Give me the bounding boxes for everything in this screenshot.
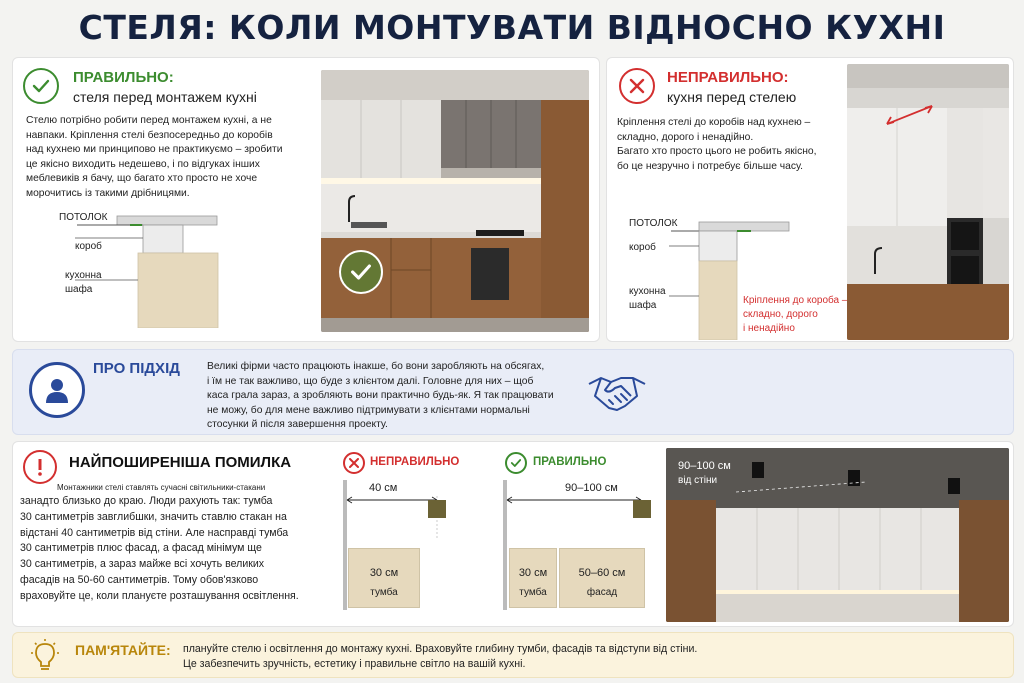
- mistake-text-first: Монтажники стелі ставлять сучасні світильники-стакани: [57, 483, 266, 492]
- diagram-ceiling-label: ПОТОЛОК: [629, 218, 678, 229]
- diagram-box-label: короб: [75, 241, 102, 252]
- lightbulb-icon: [27, 638, 63, 679]
- mistake-heading: НАЙПОШИРЕНІША ПОМИЛКА: [69, 454, 292, 471]
- handshake-icon: [587, 366, 647, 419]
- user-icon: [29, 362, 85, 418]
- correct-text: Стелю потрібно робити перед монтажем кухні, а не навпаки. Кріплення стелі безпосередньо до коробів над кухнею ми принципово не практикуємо – зробити це якісно виходить недешево, і по відгуках інших меблевиків я бачу, що багато хто просто не хоче морочитись із такими дрібницями.: [26, 115, 283, 199]
- right-facade-size: 50–60 см: [578, 567, 626, 579]
- diagram-cabinet-label-2: шафа: [629, 300, 657, 311]
- diagram-box-label: короб: [629, 242, 656, 253]
- check-badge-icon: [339, 250, 383, 294]
- remember-heading: ПАМ'ЯТАЙТЕ:: [75, 642, 171, 658]
- remember-panel: [12, 632, 1014, 678]
- mistake-right-label: ПРАВИЛЬНО: [533, 456, 607, 468]
- wrong-tumba: [348, 548, 420, 608]
- exclamation-circle-icon: [23, 450, 57, 484]
- kitchen-photo-wrong: [847, 64, 1009, 340]
- kitchen-lights-photo: [666, 448, 1009, 622]
- cross-circle-icon: [619, 68, 655, 104]
- mistake-wrong-label: НЕПРАВИЛЬНО: [370, 456, 460, 468]
- correct-heading: ПРАВИЛЬНО:: [73, 69, 174, 86]
- correct-subheading: стеля перед монтажем кухні: [73, 89, 257, 105]
- approach-text: Великі фірми часто працюють інакше, бо вони заробляють на обсягах, і їм не так важливо, що буде з клієнтом далі. Головне для них – щоб каса грала зараз, а зробляють вони практично будь-як. Я так працювати не можу, бо для мене важливо підтримувати з клієнтами нормальні стосунки й після завершення проекту.: [207, 361, 554, 431]
- diagram-cabinet-label-1: кухонна: [65, 270, 102, 281]
- correct-diagram: [25, 208, 225, 328]
- wrong-text: Кріплення стелі до коробів над кухнею – складно, дорого і ненадійно. Багато хто просто цього не робить якісно, бо це незручно і потребує більше часу.: [617, 117, 817, 172]
- wrong-tumba-label: тумба: [370, 587, 398, 598]
- mistake-text: занадто близько до краю. Люди рахують так: тумба 30 сантиметрів завглибшки, значить ставлю стакан на відстані 40 сантиметрів від стіни. Але насправді тумба 30 сантиметрів плюс фасад, а фасад мінімум ще 30 сантиметрів, а зараз майже всі хочуть великих фасадів на 50-60 сантиметрів. Тому обов'язково враховуйте це, коли плануєте розташування освітлення.: [20, 495, 299, 602]
- right-tumba-label: тумба: [519, 587, 547, 598]
- diagram-ceiling-label: ПОТОЛОК: [59, 212, 108, 223]
- correct-panel: [12, 57, 600, 342]
- approach-panel: [12, 349, 1014, 435]
- right-facade-label: фасад: [586, 587, 618, 598]
- right-distance-label: 90–100 см: [565, 482, 618, 494]
- photo-distance-sublabel: від стіни: [678, 475, 718, 486]
- wrong-diagram-note: Кріплення до короба – складно, дорого і ненадійно: [743, 295, 848, 334]
- kitchen-photo-correct: [321, 70, 589, 332]
- wrong-distance-label: 40 см: [369, 482, 398, 494]
- approach-heading: ПРО ПІДХІД: [93, 360, 180, 377]
- diagram-cabinet-label-1: кухонна: [629, 286, 666, 297]
- diagram-cabinet-label-2: шафа: [65, 284, 93, 295]
- wrong-subheading: кухня перед стелею: [667, 89, 797, 105]
- check-circle-icon: [23, 68, 59, 104]
- remember-text: плануйте стелю і освітлення до монтажу кухні. Враховуйте глибину тумби, фасадів та відступи від стіни. Це забезпечить зручність, естетику і правильне світло на вашій кухні.: [183, 643, 698, 670]
- photo-distance-label: 90–100 см: [678, 460, 731, 472]
- right-tumba-size: 30 см: [518, 567, 548, 579]
- page-title: СТЕЛЯ: КОЛИ МОНТУВАТИ ВІДНОСНО КУХНІ: [78, 8, 946, 47]
- wrong-tumba-size: 30 см: [369, 567, 399, 579]
- check-circle-small-icon: [505, 452, 527, 474]
- right-facade: [559, 548, 645, 608]
- wrong-heading: НЕПРАВИЛЬНО:: [667, 69, 789, 86]
- wrong-panel: [606, 57, 1014, 342]
- right-tumba: [509, 548, 557, 608]
- mistake-panel: [12, 441, 1014, 627]
- cross-circle-small-icon: [343, 452, 365, 474]
